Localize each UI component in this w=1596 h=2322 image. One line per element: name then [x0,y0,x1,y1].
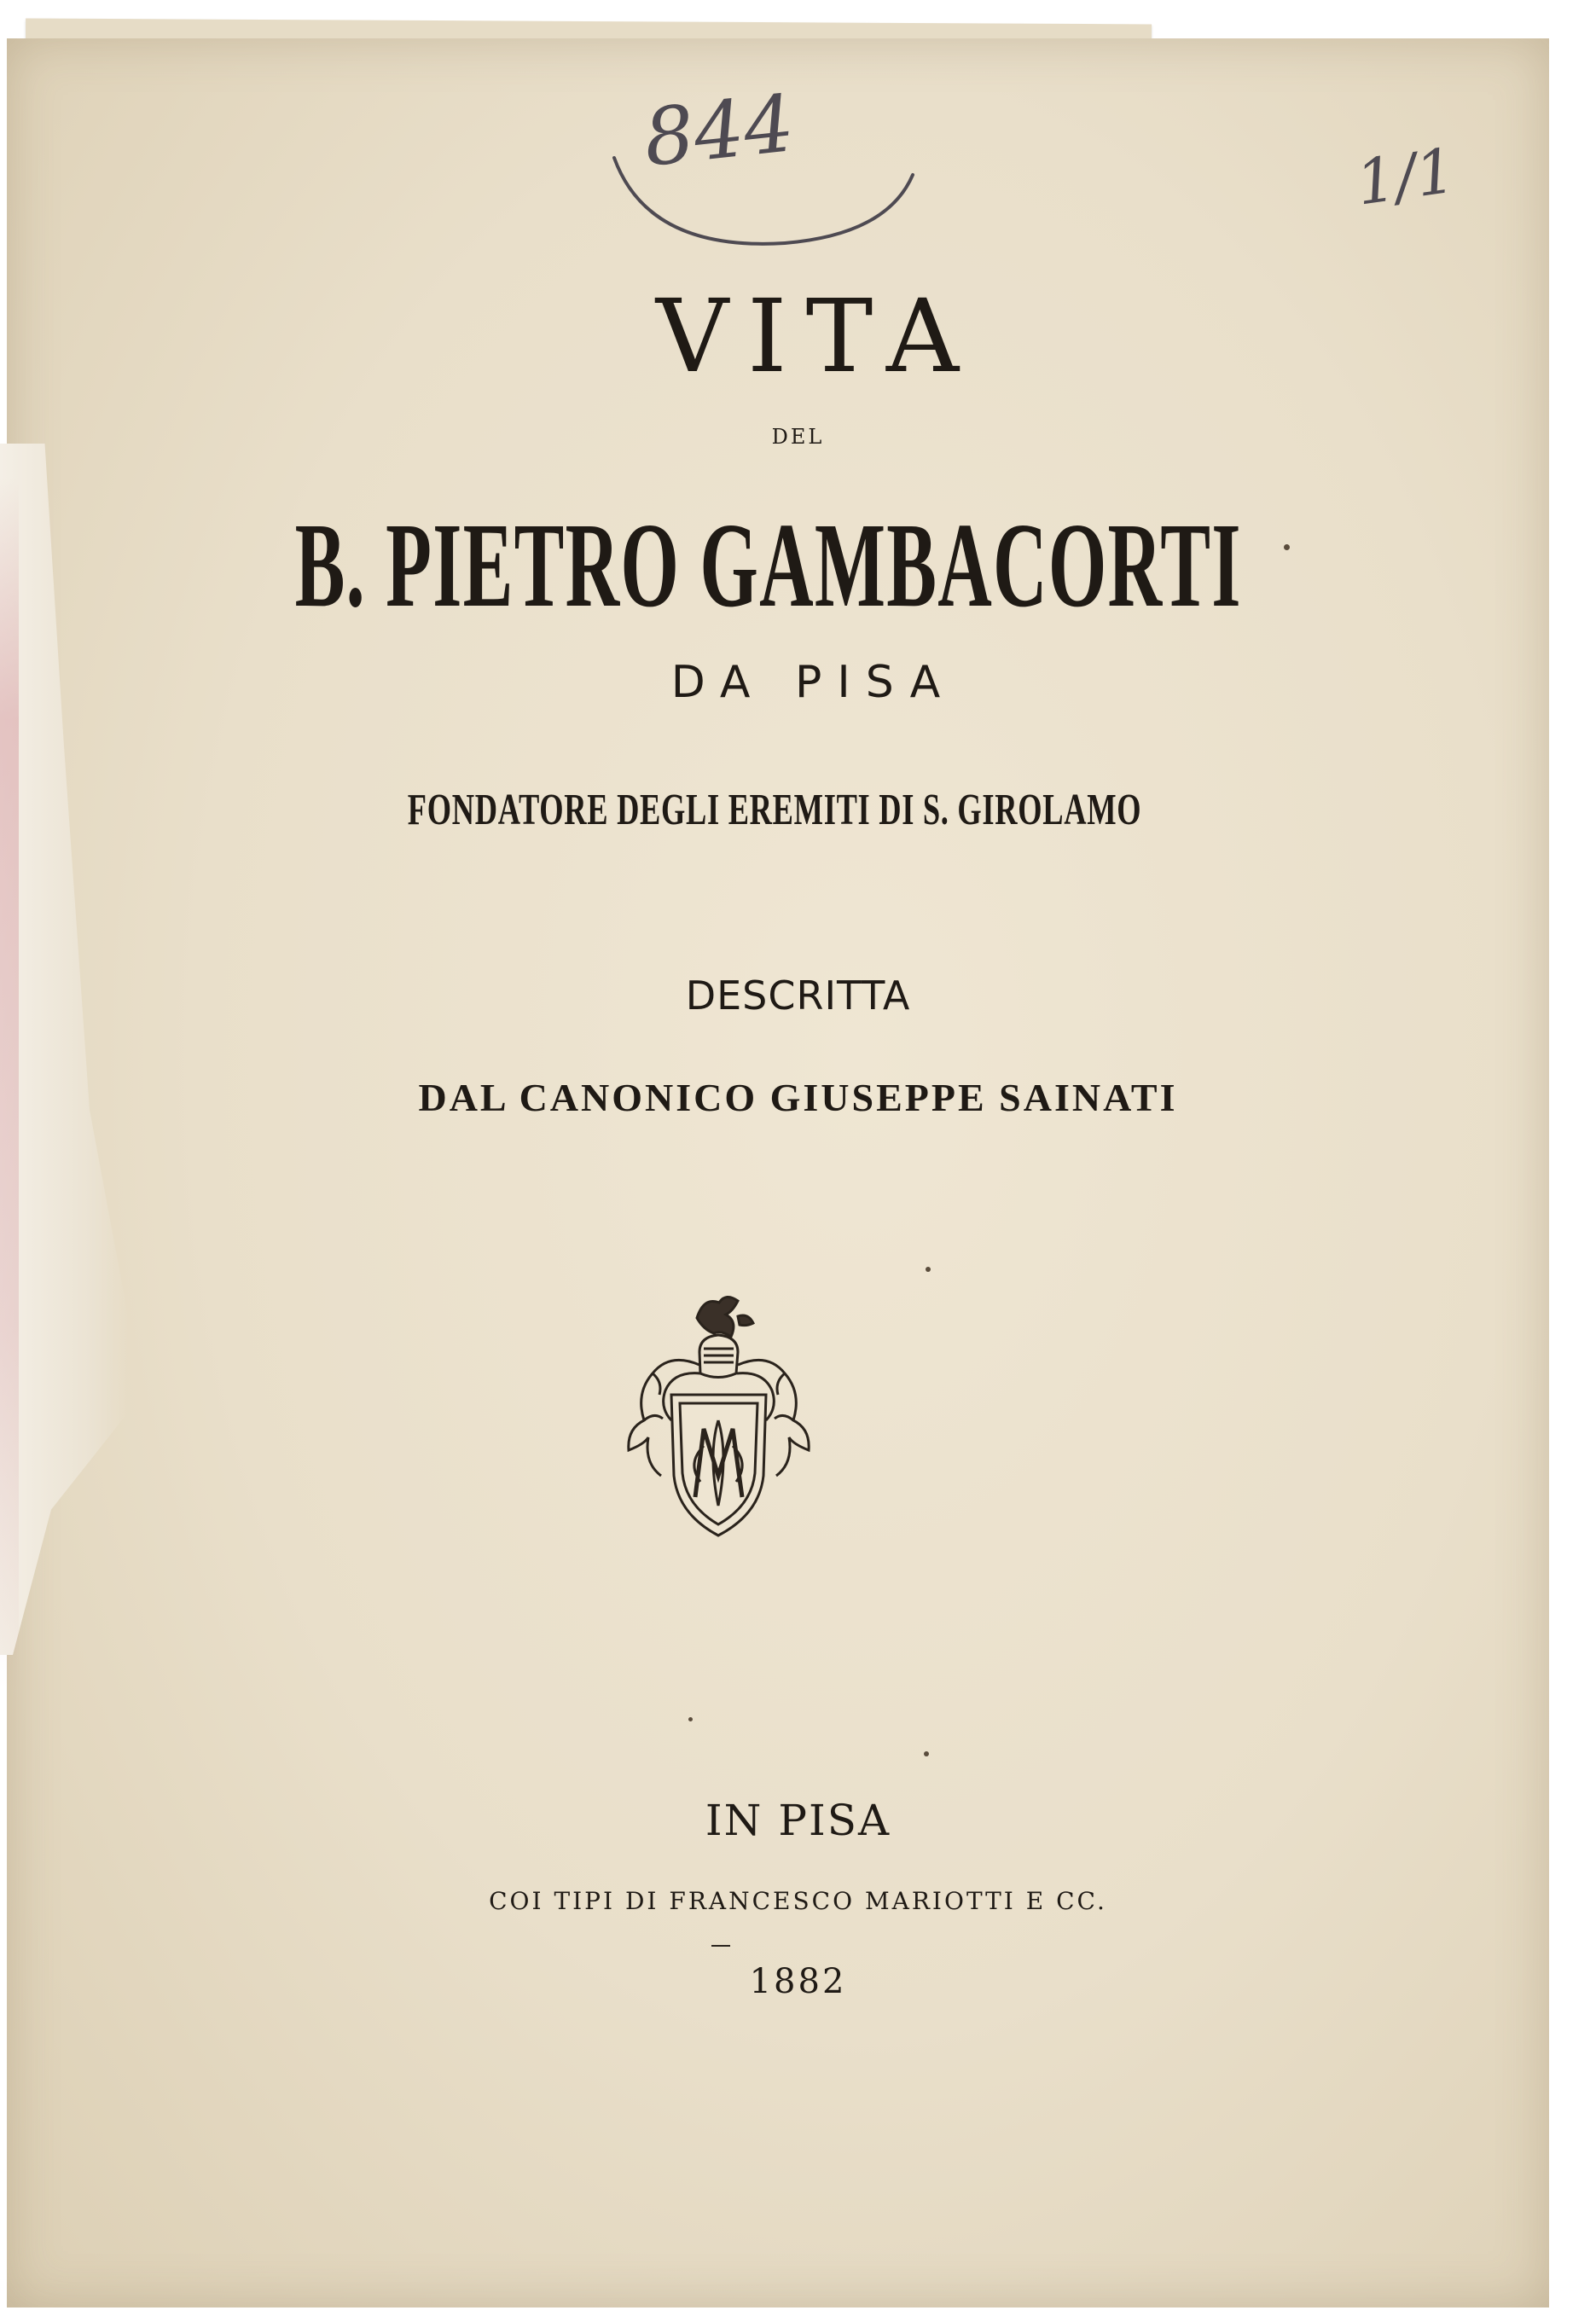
handwritten-corner-note: 1/1 [1351,134,1460,219]
page-title: VITA [655,277,978,395]
title-preposition: DEL [771,425,825,449]
author-line: DAL CANONICO GIUSEPPE SAINATI [418,1076,1178,1119]
publication-year: 1882 [749,1962,847,2001]
subject-name: B. PIETRO GAMBACORTI [294,497,1242,632]
printer-line: COI TIPI DI FRANCESCO MARIOTTI E CC. [489,1887,1107,1915]
subject-origin: DA PISA [670,657,956,708]
handwritten-shelfmark: 844 [639,78,798,184]
paper-speck [924,1751,929,1756]
described-label: DESCRITTA [685,972,911,1019]
paper-speck [926,1267,931,1272]
paper-speck [688,1717,693,1721]
publication-place: IN PISA [705,1796,891,1845]
separator-rule [711,1945,730,1947]
crest-icon [618,1292,819,1557]
paper-speck [1284,544,1290,550]
subject-description: FONDATORE DEGLI EREMITI DI S. GIROLAMO [407,786,1142,834]
shelfmark-underline [597,141,955,260]
